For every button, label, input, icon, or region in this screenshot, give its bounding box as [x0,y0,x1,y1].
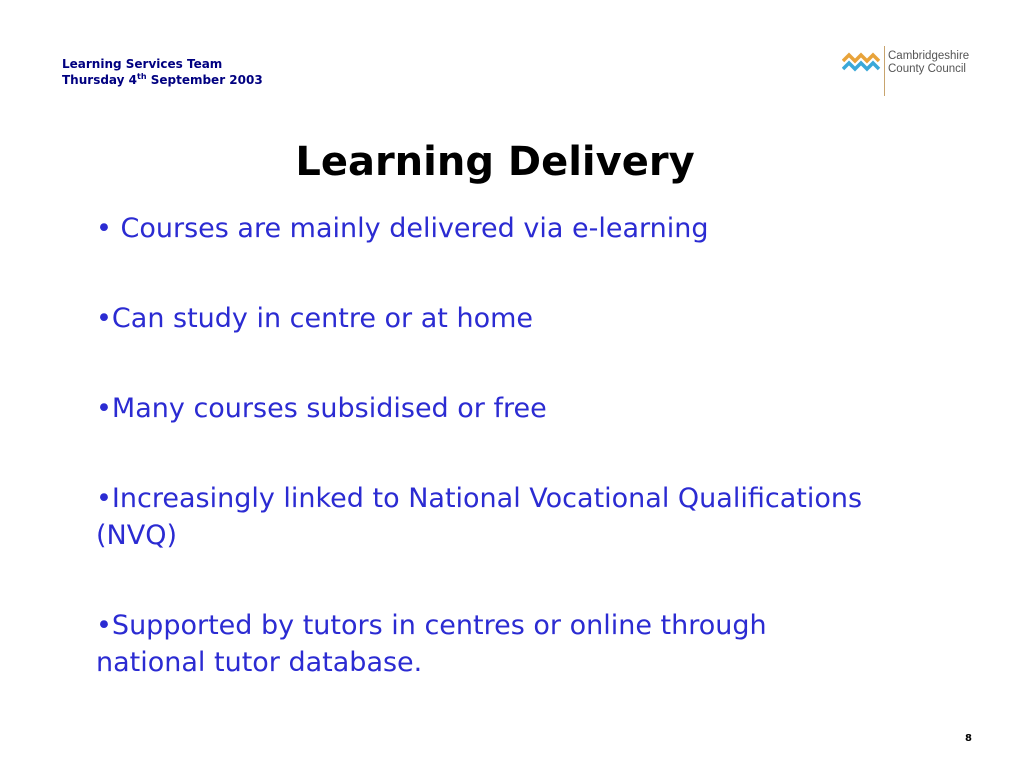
council-logo [842,46,984,102]
bullet-item: •Many courses subsidised or free [96,393,547,424]
date-prefix: Thursday 4 [62,73,137,87]
bullet-item: • Courses are mainly delivered via e-learning [96,213,709,244]
logo-text [888,50,969,76]
logo-line-2: County Council [888,63,966,75]
page-number: 8 [965,733,972,744]
date-rest: September 2003 [146,73,263,87]
bullet-item: •Increasingly linked to National Vocational Qualifications (NVQ) [96,483,863,551]
wave-logo-icon [842,52,882,74]
header-info [62,56,263,88]
bullet-item: •Supported by tutors in centres or online through national tutor database. [96,610,767,678]
date-ordinal: th [137,72,147,81]
logo-divider [884,46,885,96]
logo-line-1: Cambridgeshire [888,50,970,62]
bullet-item: •Can study in centre or at home [96,303,533,334]
team-name: Learning Services Team [62,57,223,71]
slide-title: Learning Delivery [295,139,695,185]
presentation-date [62,72,263,88]
